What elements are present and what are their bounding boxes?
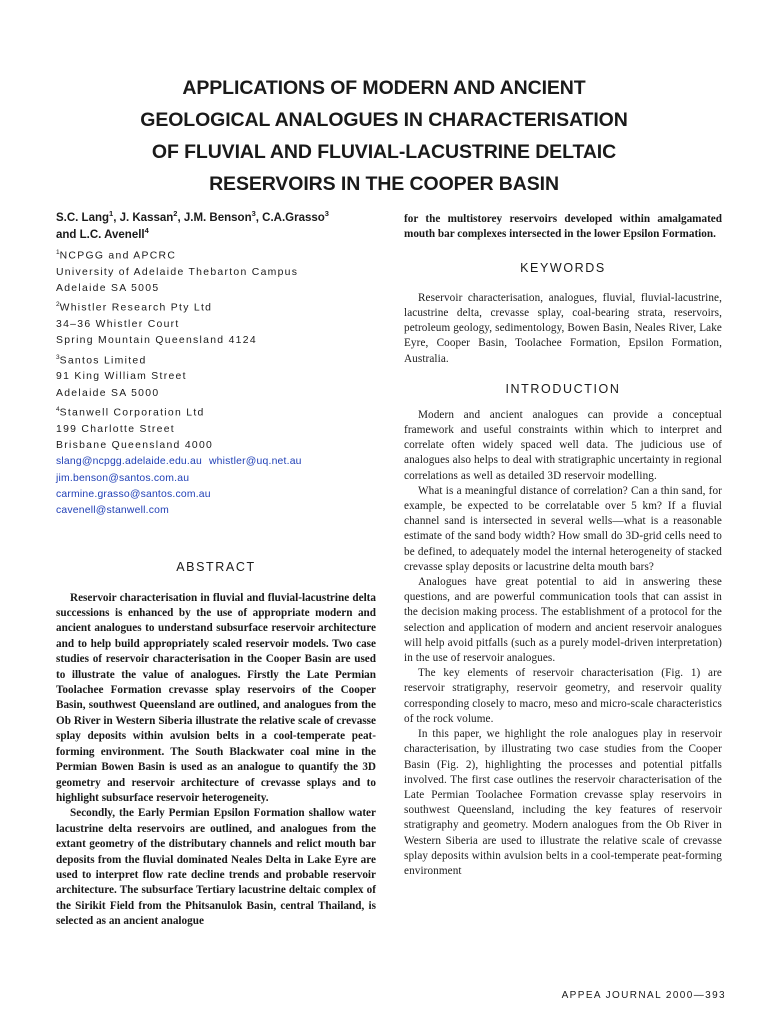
affiliation-text: Whistler Research Pty Ltd — [59, 302, 213, 314]
introduction-heading: INTRODUCTION — [505, 381, 621, 396]
affiliation-line: Adelaide SA 5000 — [56, 387, 160, 399]
introduction-paragraph: What is a meaningful distance of correlation? Can a thin sand, for example, be expected to be correlatable over 5 km? If a fluvial channel sand is intersected in several wells—what is a reasonable estimate of the sand body width? How small do 3D-grid cells need to be defined, to adequately model the internal heterogeneity of stacked crevasse splay deposits or lacustrine delta mouth bars? — [404, 484, 722, 573]
author-superscript: 3 — [324, 209, 329, 219]
author-superscript: 1 — [109, 209, 114, 219]
abstract-paragraph: Reservoir characterisation in fluvial and fluvial-lacustrine delta successions is enhanced by the use of appropriate modern and ancient analogues to understand subsurface reservoir architecture and to help build appropriately scaled reservoir models. Two case studies of reservoir characterisation in the Cooper Basin are used to illustrate the value of analogues. Firstly the Late Permian Toolachee Formation crevasse splay reservoirs of the Cooper Basin, southwest Queensland are outlined, and analogues from the Ob River in Western Siberia illustrate the relative scale of crevasse splay deposits within avulsion belts in a cool-temperate peat-forming environment. The South Blackwater coal mine in the Permian Bowen Basin is used as an analogue to quantify the 3D geometry and reservoir architecture of crevasse splays and to highlight subsurface reservoir heterogeneity. — [56, 591, 376, 804]
email-link[interactable]: slang@ncpgg.adelaide.edu.au — [56, 456, 202, 468]
introduction-paragraph: The key elements of reservoir characterisation (Fig. 1) are reservoir stratigraphy, reservoir geometry, and reservoir quality corresponding closely to macro, meso and micro-scale characteristics of the rock volume. — [404, 667, 722, 725]
affiliation-line: Adelaide SA 5005 — [56, 283, 160, 295]
email-block — [56, 454, 376, 519]
author-name: S.C. Lang — [56, 212, 110, 224]
abstract-continuation: for the multistorey reservoirs developed within amalgamated mouth bar complexes intersected in the lower Epsilon Formation. — [404, 213, 722, 241]
affiliation-text: Stanwell Corporation Ltd — [59, 407, 205, 419]
affiliation-text: Santos Limited — [59, 355, 147, 367]
affiliation-line: 199 Charlotte Street — [56, 423, 175, 435]
author-name: J.M. Benson — [183, 212, 252, 224]
email-link[interactable]: whistler@uq.net.au — [208, 456, 302, 468]
affiliation-line: 34–36 Whistler Court — [56, 319, 180, 331]
affiliation-line — [56, 350, 376, 370]
title-line-4: RESERVOIRS IN THE COOPER BASIN — [209, 173, 559, 195]
page-footer: APPEA JOURNAL 2000—393 — [561, 990, 726, 1001]
introduction-paragraph: Modern and ancient analogues can provide a conceptual framework and useful constraints within which to interpret and correlate often widely spaced well data. The judicious use of analogues also helps to deal with stratigraphic uncertainty in regional correlations as well as detailed 3D reservoir modelling. — [404, 408, 722, 482]
keywords-text: Reservoir characterisation, analogues, fluvial, fluvial-lacustrine, lacustrine delta, crevasse splay, coal-bearing strata, reservoirs, petroleum geology, sedimentology, Bowen Basin, Neales River, Lake Eyre, Cooper Basin, Toolachee Formation, Epsilon Formation, Australia. — [404, 291, 722, 365]
keywords-heading: KEYWORDS — [520, 260, 606, 275]
affiliation-superscript: 1 — [56, 249, 60, 256]
affiliation-line: University of Adelaide Thebarton Campus — [56, 266, 299, 278]
affiliation-superscript: 4 — [56, 406, 60, 414]
title-line-2: GEOLOGICAL ANALOGUES IN CHARACTERISATION — [140, 109, 628, 131]
author-name: and L.C. Avenell — [56, 229, 145, 241]
affiliation-line: Brisbane Queensland 4000 — [56, 440, 214, 452]
email-line — [56, 454, 376, 470]
affiliation-line: Spring Mountain Queensland 4124 — [56, 335, 257, 347]
title-line-3: OF FLUVIAL AND FLUVIAL-LACUSTRINE DELTAIC — [151, 141, 617, 163]
abstract-paragraph: Secondly, the Early Permian Epsilon Formation shallow water lacustrine delta reservoirs are outlined, and analogues from the extant geometry of the distributary channels and relict mouth bar deposits from the fluvial dominated Neales Delta in Lake Eyre are used to interpret flow rate decline trends and probable reservoir architecture. The subsurface Tertiary lacustrine deltaic complex of the Sirikit Field from the Phitsanulok Basin, central Thailand, is selected as an ancient analogue — [56, 807, 376, 928]
author-superscript: 4 — [144, 226, 149, 236]
email-link[interactable]: cavenell@stanwell.com — [56, 505, 169, 517]
paper-title — [60, 72, 708, 200]
title-line-1: APPLICATIONS OF MODERN AND ANCIENT — [182, 77, 586, 99]
affiliation-line — [56, 297, 376, 317]
abstract-heading: ABSTRACT — [176, 559, 256, 574]
affiliation-line: 91 King William Street — [56, 371, 187, 383]
author-name: C.A.Grasso — [262, 212, 325, 224]
affiliation-line — [56, 245, 376, 265]
affiliation-superscript: 2 — [56, 301, 60, 309]
affiliation-line — [56, 402, 376, 422]
affiliation-block — [56, 245, 376, 454]
email-link[interactable]: carmine.grasso@santos.com.au — [56, 489, 211, 501]
left-column — [56, 210, 376, 930]
author-list: S.C. Lang$^1$, J. Kassan$^2$, J.M. Benson$^3$, C.A.Grasso$^3$ and L.C. Avenell$^4$ — [56, 209, 329, 241]
author-superscript: 3 — [251, 209, 256, 219]
introduction-paragraph: In this paper, we highlight the role analogues play in reservoir characterisation, by illustrating two case studies from the Cooper Basin (Fig. 2), highlighting the processes and potential pitfalls involved. The first case outlines the reservoir characterisation of the Late Permian Toolachee Formation crevasse splay reservoirs in southwest Queensland, including the key features of reservoir stratigraphy and geometry. Modern analogues from the Ob River in Western Siberia are used to illustrate the relative scale of crevasse splay deposits within avulsion belts in a cool-temperate peat-forming environment — [404, 728, 722, 877]
introduction-paragraph: Analogues have great potential to aid in answering these questions, and are powerful communication tools that can assist in the decision making process. The establishment of a protocol for the selection and application of modern and ancient reservoir analogues will help avoid pitfalls (such as a purely model-driven interpretation) in the use of reservoir analogues. — [404, 576, 722, 665]
author-superscript: 2 — [173, 209, 178, 219]
affiliation-text: NCPGG and APCRC — [59, 250, 177, 262]
author-name: J. Kassan — [119, 212, 174, 224]
affiliation-superscript: 3 — [56, 353, 60, 361]
right-column — [404, 212, 722, 879]
email-link[interactable]: jim.benson@santos.com.au — [56, 472, 190, 484]
